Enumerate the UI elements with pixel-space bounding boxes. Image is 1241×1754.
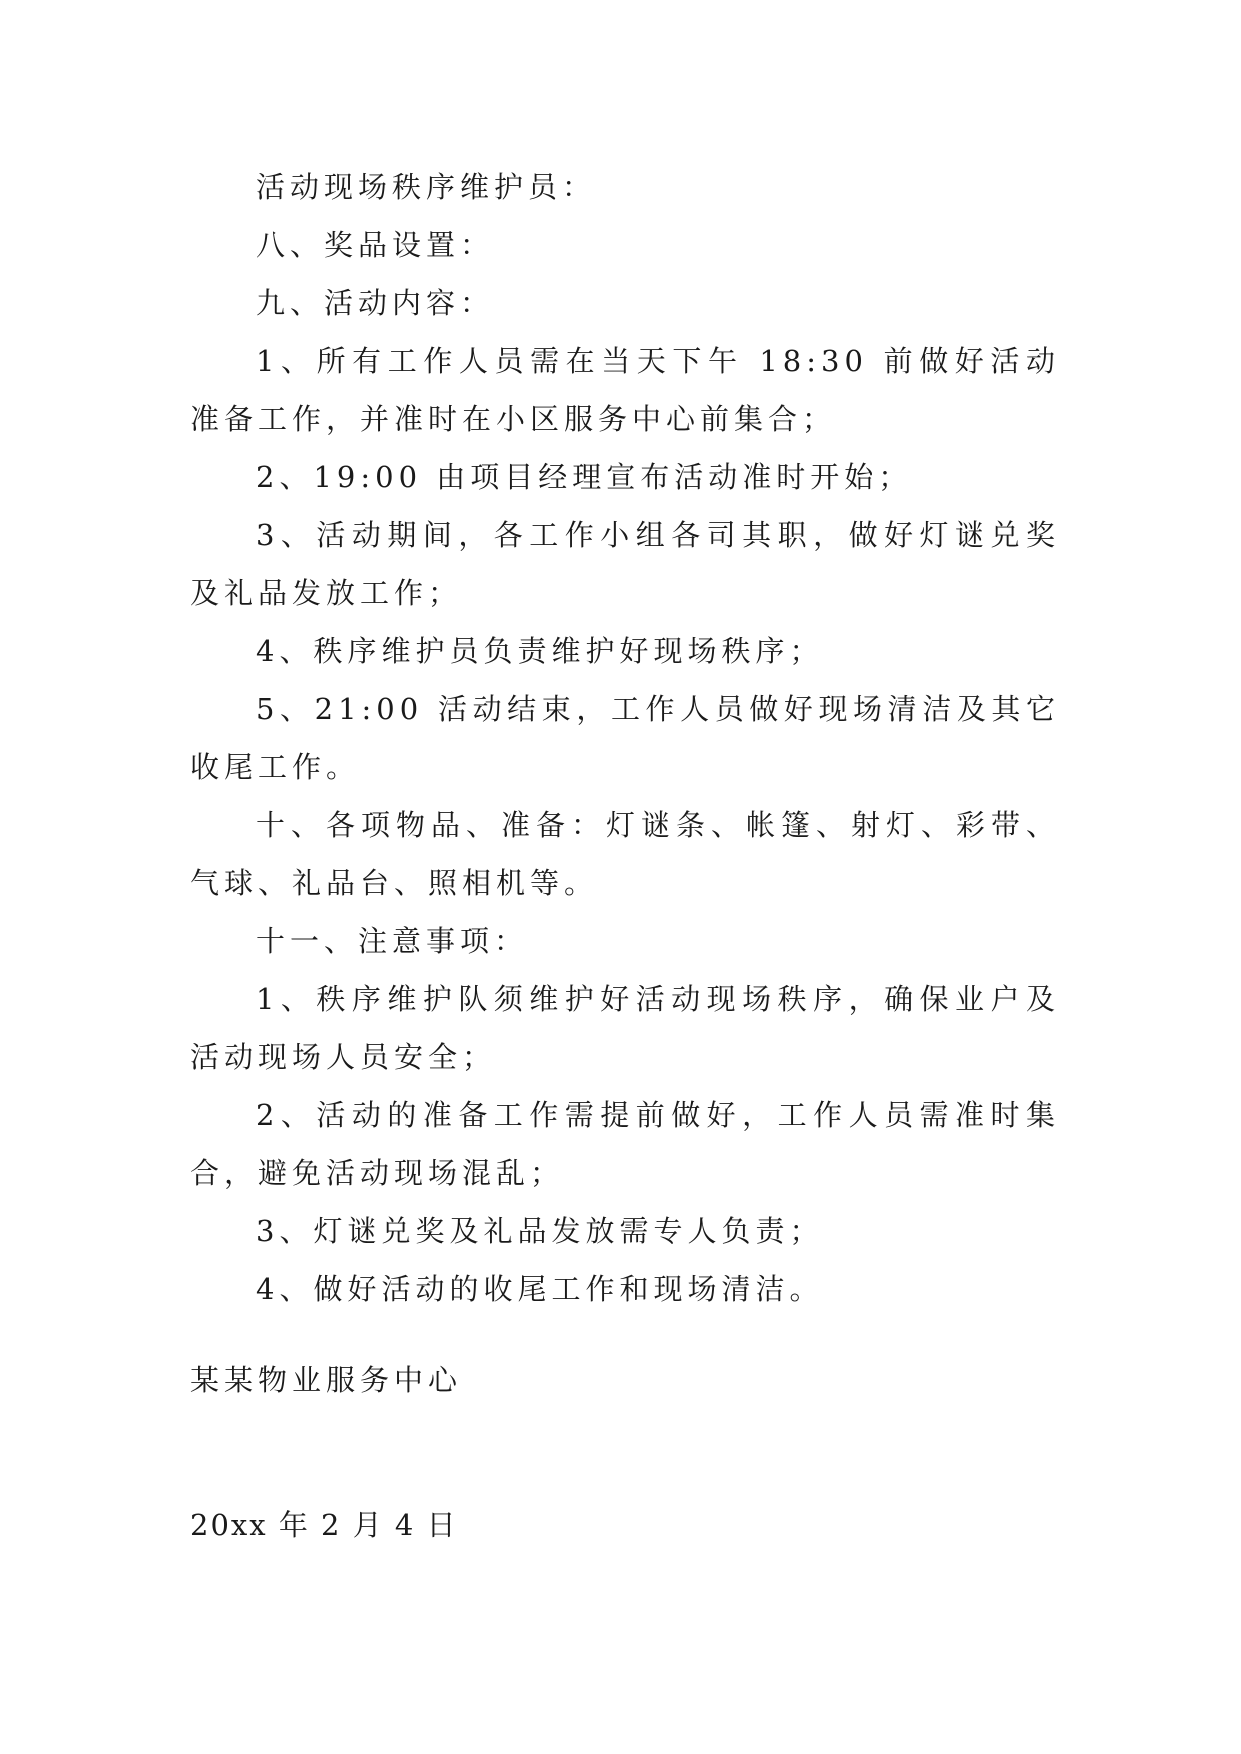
paragraph-content-item-4: 4、秩序维护员负责维护好现场秩序；	[256, 634, 824, 668]
paragraph-prize-setup: 八、奖品设置：	[256, 228, 495, 262]
paragraph-content-item-2: 2、19:00 由项目经理宣布活动准时开始；	[256, 460, 913, 494]
document-body	[190, 158, 1060, 1318]
signature-organization: 某某物业服务中心	[190, 1363, 463, 1397]
paragraph-note-3: 3、灯谜兑奖及礼品发放需专人负责；	[256, 1214, 824, 1248]
paragraph-activity-content: 九、活动内容：	[256, 286, 495, 320]
paragraph-content-item-3: 3、活动期间，各工作小组各司其职，做好灯谜兑奖及礼品发放工作；	[190, 518, 1060, 610]
paragraph-content-item-1: 1、所有工作人员需在当天下午 18:30 前做好活动准备工作，并准时在小区服务中心前集合；	[190, 344, 1060, 436]
paragraph-supplies: 十、各项物品、准备：灯谜条、帐篷、射灯、彩带、气球、礼品台、照相机等。	[190, 808, 1060, 900]
paragraph-order-staff: 活动现场秩序维护员：	[256, 170, 597, 204]
paragraph-content-item-5: 5、21:00 活动结束，工作人员做好现场清洁及其它收尾工作。	[190, 692, 1060, 784]
paragraph-note-1: 1、秩序维护队须维护好活动现场秩序，确保业户及活动现场人员安全；	[190, 982, 1060, 1074]
paragraph-note-2: 2、活动的准备工作需提前做好，工作人员需准时集合，避免活动现场混乱；	[190, 1098, 1060, 1190]
paragraph-notes-heading: 十一、注意事项：	[256, 924, 529, 958]
signature-date: 20xx 年 2 月 4 日	[190, 1508, 458, 1542]
paragraph-note-4: 4、做好活动的收尾工作和现场清洁。	[256, 1272, 824, 1306]
